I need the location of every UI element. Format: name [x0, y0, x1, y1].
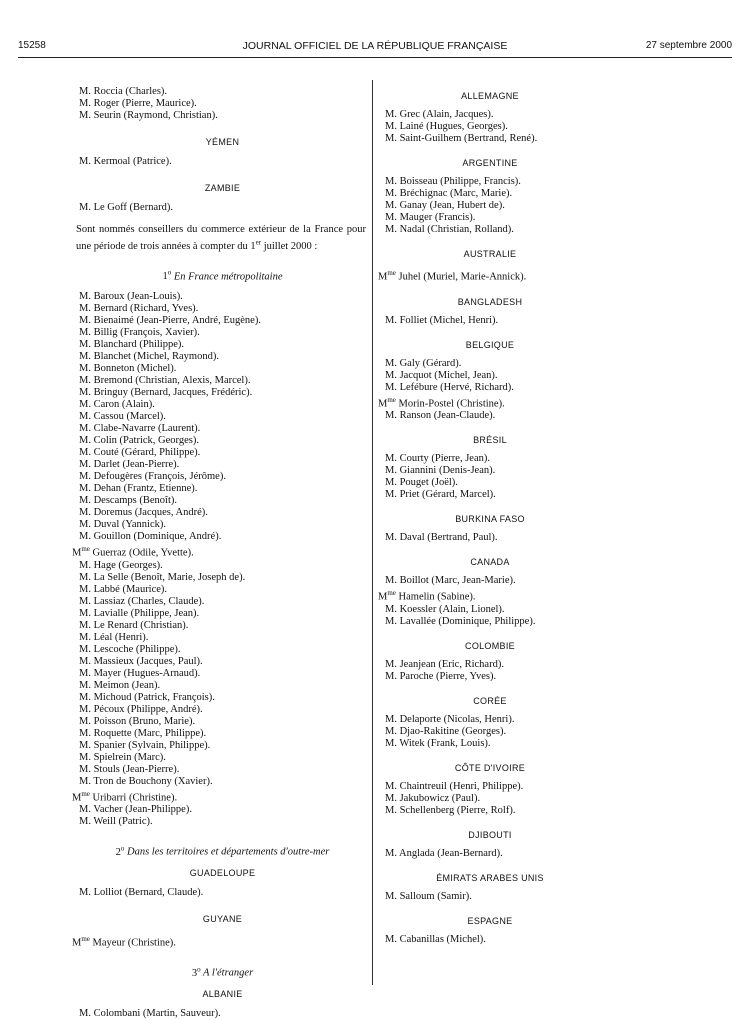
section-heading: CANADA	[470, 557, 510, 567]
list-item: M. Hage (Georges).	[79, 559, 163, 571]
section-heading-guyane: GUYANE	[202, 913, 243, 924]
list-item: M. Djao-Rakitine (Georges).	[385, 725, 507, 737]
section-heading: ESPAGNE	[467, 915, 513, 926]
list-item: M. Roccia (Charles).	[79, 86, 168, 97]
list-item: M. Jacquot (Michel, Jean).	[385, 369, 498, 381]
section-heading: ÉMIRATS ARABES UNIS	[436, 872, 544, 883]
list-item: M. Léal (Henri).	[79, 631, 149, 643]
list-item: M. Meimon (Jean).	[79, 679, 161, 691]
list-item: M. Bienaimé (Jean-Pierre, André, Eugène).	[79, 315, 261, 326]
list-item: M. Poisson (Bruno, Marie).	[79, 715, 196, 727]
subheading-outremer	[79, 842, 366, 859]
paragraph-text: Sont nommés conseillers du commerce extérieur de la France pour une période de trois années à compter du 1er juillet 2000 :	[76, 224, 366, 252]
list-item: M. Bréchignac (Marc, Marie).	[385, 188, 513, 199]
list-item: M. Mayer (Hugues-Arnaud).	[79, 667, 201, 679]
list-item: M. Ranson (Jean-Claude).	[385, 410, 496, 421]
list-item: M. Delaporte (Nicolas, Henri).	[385, 713, 515, 725]
subheading-france	[79, 267, 366, 284]
list-item: M. Grec (Alain, Jacques).	[385, 109, 494, 120]
country-list	[385, 848, 575, 860]
list-item: M. Blanchet (Michel, Raymond).	[79, 351, 219, 362]
subheading-number: 3$^o$	[191, 965, 201, 979]
list-item: M. Blanchard (Philippe).	[79, 339, 184, 350]
list-item: M. Roger (Pierre, Maurice).	[79, 98, 197, 109]
list-item: M. Weill (Patric).	[79, 816, 153, 827]
country-list	[385, 109, 575, 145]
list-item: M. Folliet (Michel, Henri).	[385, 314, 499, 326]
country-list	[385, 315, 575, 327]
header-rule	[18, 57, 732, 58]
list-item: M. Lavallée (Dominique, Philippe).	[385, 615, 536, 627]
list-item: M. Darlet (Jean-Pierre).	[79, 459, 180, 470]
list-item: M. Cassou (Marcel).	[79, 411, 166, 422]
list-item: M. Galy (Gérard).	[385, 357, 462, 369]
list-item: M. Koessler (Alain, Lionel).	[385, 603, 505, 615]
list-item: M. Lassiaz (Charles, Claude).	[79, 595, 205, 607]
country-list	[385, 176, 575, 236]
list-item: M. Duval (Yannick).	[79, 519, 167, 530]
country-list	[385, 659, 575, 683]
list-item: M. Boillot (Marc, Jean-Marie).	[385, 575, 516, 586]
list-item: M. La Selle (Benoît, Marie, Joseph de).	[79, 571, 246, 583]
section-heading-albanie: ALBANIE	[202, 988, 243, 999]
list-item: M. Tron de Bouchony (Xavier).	[79, 775, 213, 787]
list-item: M. Pécoux (Philippe, André).	[79, 703, 203, 715]
section-heading-guadeloupe: GUADELOUPE	[189, 867, 256, 878]
list-item: M. Le Renard (Christian).	[79, 619, 189, 631]
list-item: M. Jakubowicz (Paul).	[385, 792, 481, 804]
country-list	[385, 934, 575, 946]
list-item: M. Boisseau (Philippe, Francis).	[385, 176, 521, 187]
list-item: M. Billig (François, Xavier).	[79, 327, 200, 338]
section-heading: COLOMBIE	[465, 640, 515, 651]
list-item: M. Stouls (Jean-Pierre).	[79, 763, 180, 775]
section-heading: CÔTE D'IVOIRE	[454, 762, 526, 773]
section-heading: ALLEMAGNE	[461, 91, 519, 101]
section-heading-yemen: YÉMEN	[205, 137, 240, 147]
list-item: M. Baroux (Jean-Louis).	[79, 291, 183, 302]
list-item: $M^{me}$ Guerraz (Odile, Yvette).	[72, 545, 194, 559]
section-heading: CORÉE	[473, 695, 507, 706]
column-divider	[372, 80, 373, 985]
list-item: M. Doremus (Jacques, André).	[79, 507, 208, 518]
list-item: M. Lescoche (Philippe).	[79, 643, 181, 655]
list-item: M. Paroche (Pierre, Yves).	[385, 670, 497, 682]
list-item: M. Pouget (Joël).	[385, 477, 458, 488]
zambie-list	[79, 202, 366, 214]
list-item: M. Descamps (Benoît).	[79, 495, 177, 506]
section-heading: AUSTRALIE	[463, 249, 517, 259]
right-column	[378, 86, 575, 946]
list-item: M. Spanier (Sylvain, Philippe).	[79, 739, 211, 751]
list-item: M. Salloum (Samir).	[385, 890, 472, 902]
section-heading: DJIBOUTI	[468, 829, 512, 840]
list-item: M. Mauger (Francis).	[385, 212, 476, 223]
list-item: M. Vacher (Jean-Philippe).	[79, 804, 192, 815]
country-list	[378, 575, 575, 628]
list-item: M. Kermoal (Patrice).	[79, 156, 172, 167]
section-heading: BELGIQUE	[465, 339, 515, 350]
list-item: M. Colin (Patrick, Georges).	[79, 435, 199, 446]
list-item: M. Lainé (Hugues, Georges).	[385, 121, 508, 132]
subheading-text: A l'étranger	[203, 967, 254, 979]
list-item: M. Chaintreuil (Henri, Philippe).	[385, 780, 524, 792]
list-item: M. Bremond (Christian, Alexis, Marcel).	[79, 375, 251, 386]
list-item: M. Bonneton (Michel).	[79, 363, 177, 374]
guadeloupe-list	[79, 887, 366, 899]
france-list	[72, 291, 366, 828]
list-item: M. Massieux (Jacques, Paul).	[79, 655, 203, 667]
appointment-paragraph	[76, 224, 366, 253]
list-item: M. Anglada (Jean-Bernard).	[385, 847, 503, 859]
yemen-list	[79, 156, 366, 168]
albanie-list	[79, 1008, 366, 1020]
list-item: M. Roquette (Marc, Philippe).	[79, 727, 207, 739]
list-item: M. Daval (Bertrand, Paul).	[385, 532, 498, 543]
list-item: M. Lavialle (Philippe, Jean).	[79, 607, 200, 619]
list-item: M. Schellenberg (Pierre, Rolf).	[385, 804, 516, 816]
list-item: M. Gouillon (Dominique, André).	[79, 531, 222, 542]
list-item: M. Couté (Gérard, Philippe).	[79, 447, 201, 458]
subheading-number: 2$^o$	[115, 844, 125, 858]
section-heading: ARGENTINE	[462, 158, 518, 168]
list-item: M. Le Goff (Bernard).	[79, 202, 173, 213]
list-item: M. Dehan (Frantz, Etienne).	[79, 483, 198, 494]
list-item: M. Priet (Gérard, Marcel).	[385, 489, 496, 500]
section-heading: BRÉSIL	[473, 435, 507, 445]
list-item: M. Bringuy (Bernard, Jacques, Frédéric).	[79, 387, 253, 398]
issue-date: 27 septembre 2000	[645, 40, 732, 51]
list-item: M. Cabanillas (Michel).	[385, 933, 486, 945]
list-item: $M^{me}$ Morin-Postel (Christine).	[378, 395, 505, 409]
list-item: M. Colombani (Martin, Sauveur).	[79, 1007, 221, 1019]
list-item: $M^{me}$ Uribarri (Christine).	[72, 789, 178, 803]
country-list	[385, 453, 575, 501]
list-item: $M^{me}$ Hamelin (Sabine).	[378, 589, 476, 603]
list-item: M. Defougères (François, Jérôme).	[79, 471, 226, 482]
subheading-number: 1$^o$	[162, 268, 172, 282]
country-list	[378, 357, 575, 423]
subheading-text: Dans les territoires et départements d'outre-mer	[126, 846, 330, 858]
list-item: M. Ganay (Jean, Hubert de).	[385, 200, 505, 211]
subheading-text: En France métropolitaine	[173, 271, 283, 282]
list-item: M. Spielrein (Marc).	[79, 751, 166, 763]
intro-list	[79, 86, 366, 122]
country-list	[385, 781, 575, 817]
list-item: M. Bernard (Richard, Yves).	[79, 303, 199, 314]
list-item: M. Labbé (Maurice).	[79, 583, 168, 595]
list-item: M. Nadal (Christian, Rolland).	[385, 224, 514, 235]
journal-title: JOURNAL OFFICIEL DE LA RÉPUBLIQUE FRANÇAISE	[242, 40, 508, 52]
country-list	[378, 267, 575, 284]
list-item: $M^{me}$ Mayeur (Christine).	[72, 934, 176, 948]
page-number: 15258	[18, 40, 46, 51]
page-header	[18, 40, 732, 56]
list-item: M. Seurin (Raymond, Christian).	[79, 110, 218, 121]
country-list	[385, 532, 575, 544]
subheading-etranger	[79, 963, 366, 980]
section-heading: BURKINA FASO	[455, 514, 525, 524]
list-item: M. Witek (Frank, Louis).	[385, 737, 491, 749]
country-list	[385, 714, 575, 750]
country-list	[385, 891, 575, 903]
left-column	[72, 86, 366, 1020]
list-item: M. Caron (Alain).	[79, 399, 155, 410]
list-item: M. Saint-Guilhem (Bertrand, René).	[385, 133, 538, 144]
list-item: M. Lefébure (Hervé, Richard).	[385, 381, 514, 393]
list-item: M. Courty (Pierre, Jean).	[385, 453, 490, 464]
list-item: M. Jeanjean (Eric, Richard).	[385, 658, 504, 670]
section-heading: BANGLADESH	[457, 296, 523, 307]
list-item: M. Lolliot (Bernard, Claude).	[79, 886, 204, 898]
section-heading-zambie: ZAMBIE	[204, 183, 241, 193]
list-item: $M^{me}$ Juhel (Muriel, Marie-Annick).	[378, 269, 527, 283]
list-item: M. Giannini (Denis-Jean).	[385, 465, 496, 476]
list-item: M. Clabe-Navarre (Laurent).	[79, 423, 201, 434]
guyane-list	[72, 933, 366, 950]
list-item: M. Michoud (Patrick, François).	[79, 691, 215, 703]
